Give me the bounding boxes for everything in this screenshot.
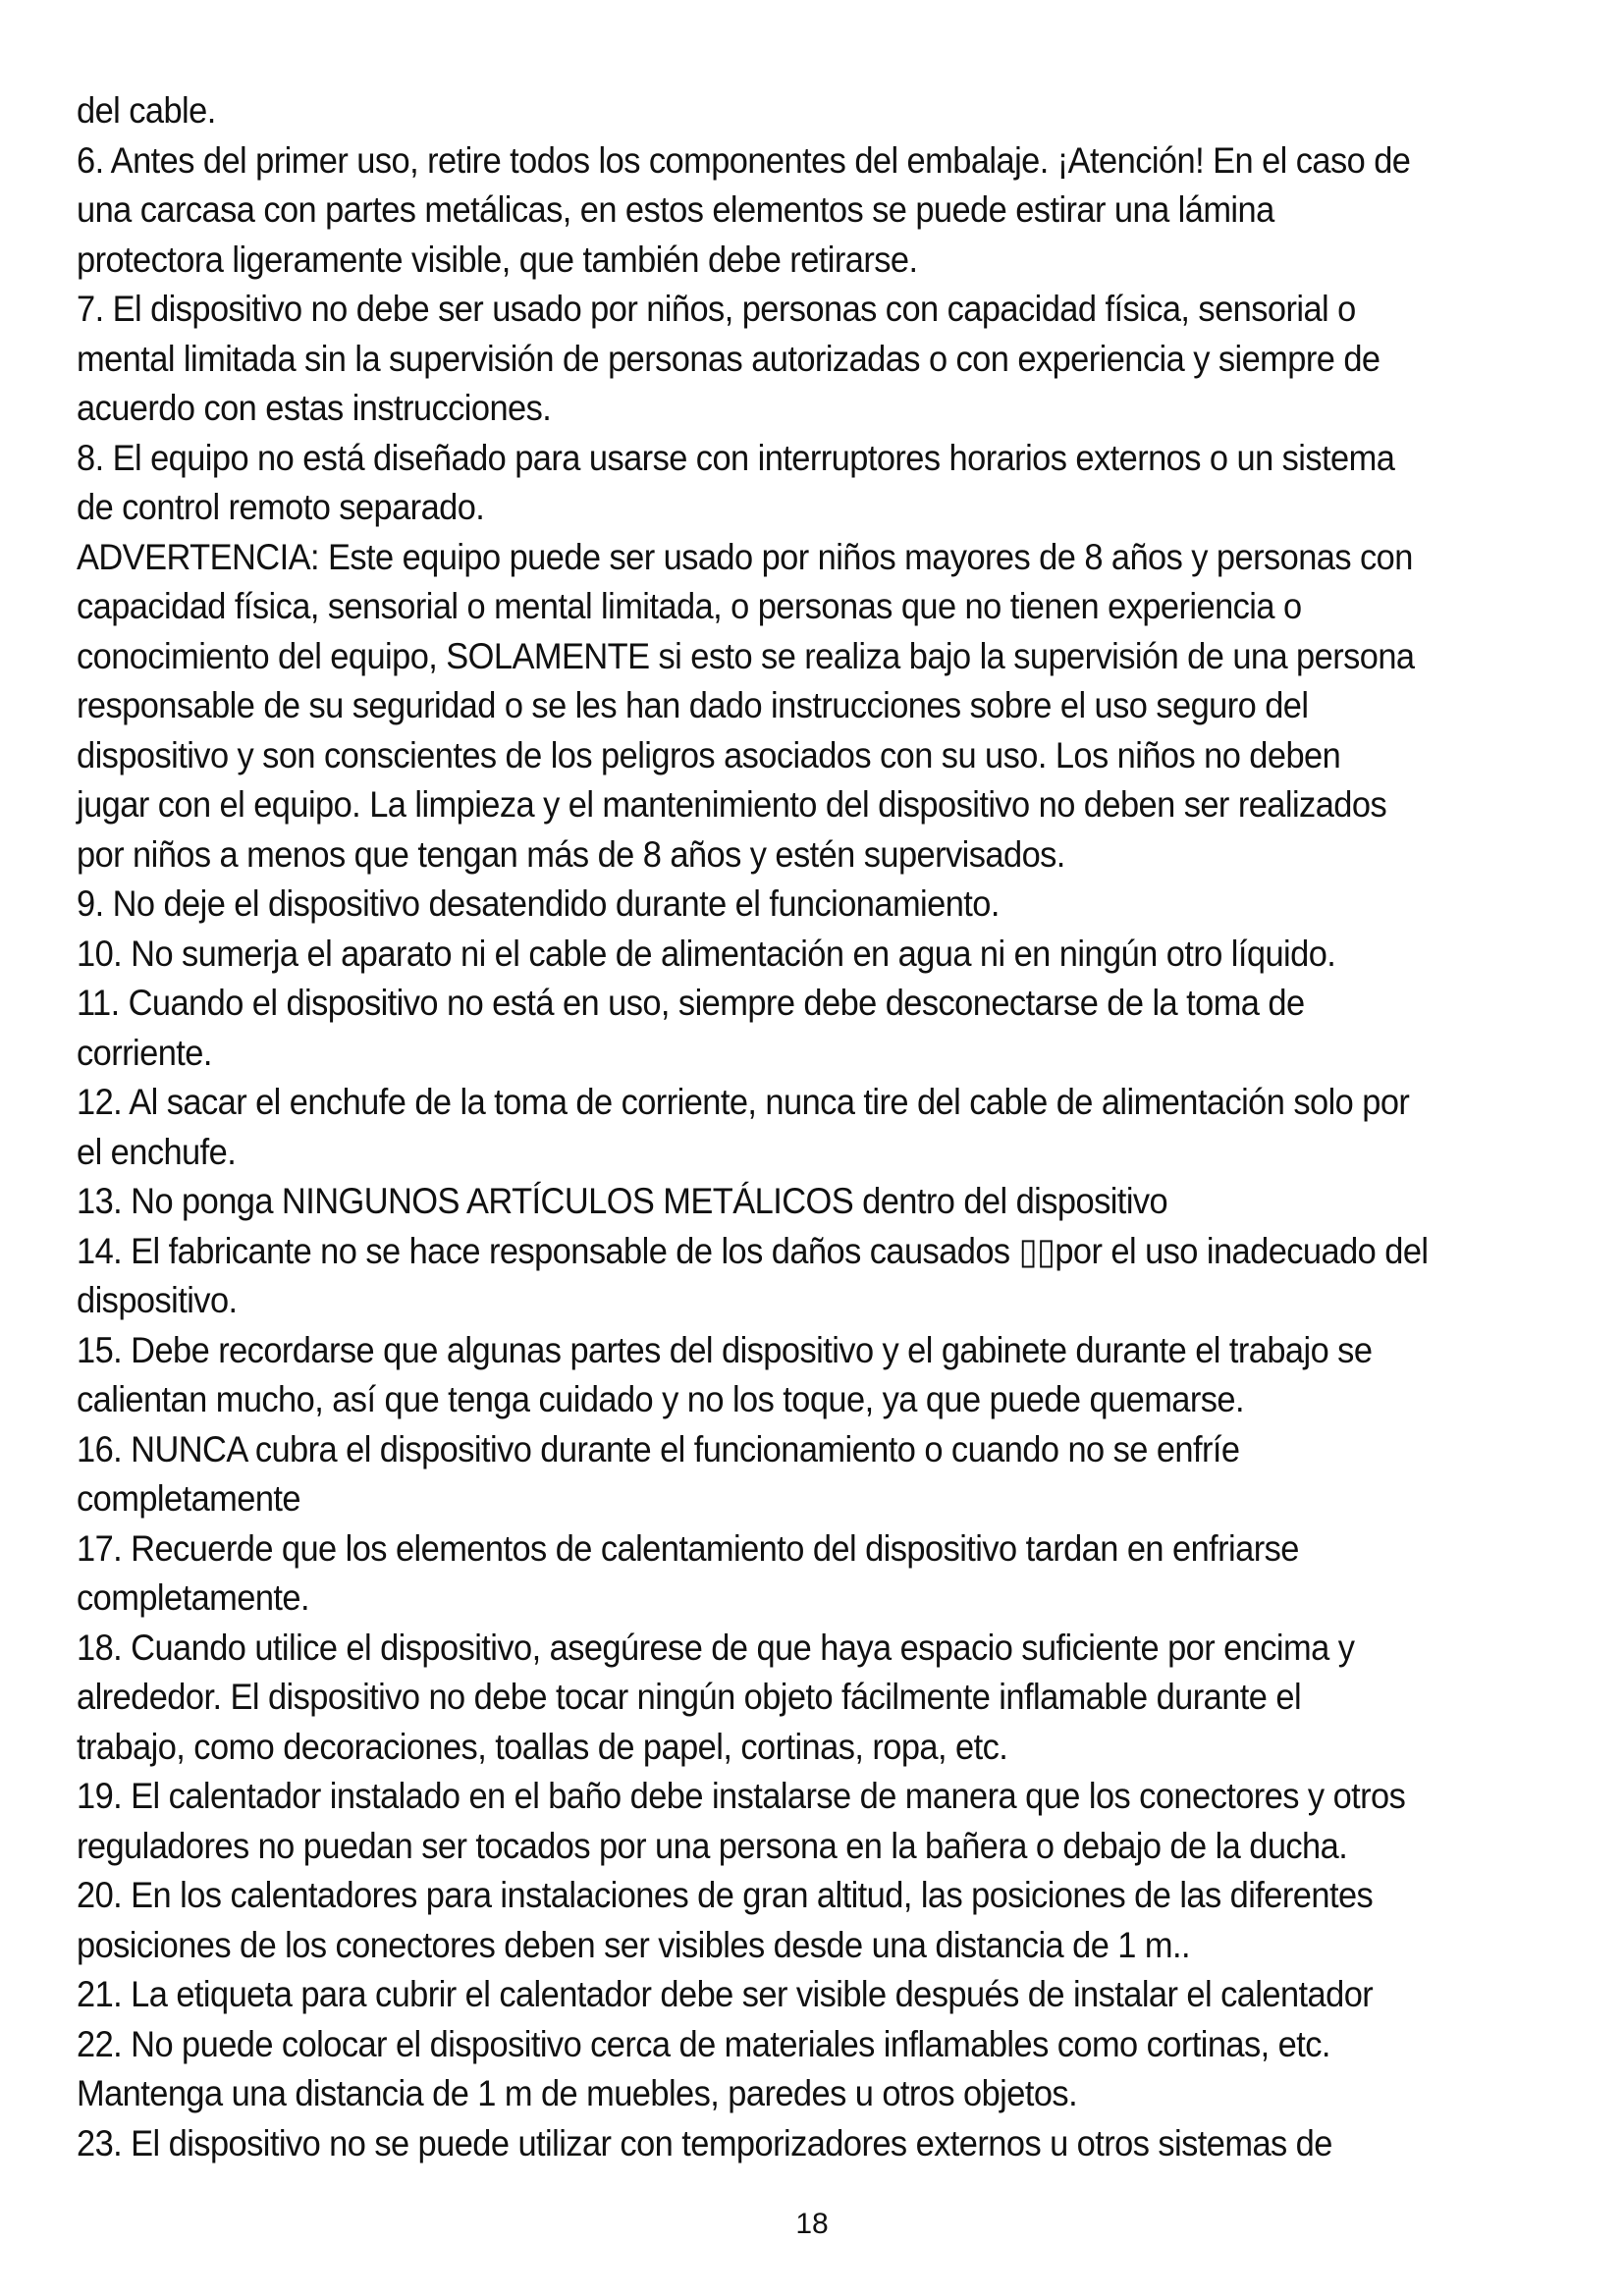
- warning-line: por niños a menos que tengan más de 8 años y estén supervisados.: [77, 833, 1065, 875]
- text-line: 12. Al sacar el enchufe de la toma de corriente, nunca tire del cable de alimentación solo por: [77, 1082, 1410, 1122]
- text-line: 21. La etiqueta para cubrir el calentador debe ser visible después de instalar el calentador: [77, 1974, 1374, 2014]
- text-line: posiciones de los conectores deben ser visibles desde una distancia de 1 m..: [77, 1924, 1190, 1965]
- text-line: 7. El dispositivo no debe ser usado por niños, personas con capacidad física, sensorial o: [77, 289, 1356, 329]
- text-line: 23. El dispositivo no se puede utilizar con temporizadores externos u otros sistemas de: [77, 2122, 1332, 2163]
- text-line: 6. Antes del primer uso, retire todos los componentes del embalaje. ¡Atención! En el caso de: [77, 139, 1411, 181]
- text-line: 18. Cuando utilice el dispositivo, asegúrese de que haya espacio suficiente por encima y: [77, 1627, 1355, 1668]
- text-line: mental limitada sin la supervisión de personas autorizadas o con experiencia y siempre de: [77, 338, 1380, 379]
- text-line: 16. NUNCA cubra el dispositivo durante el funcionamiento o cuando no se enfríe: [77, 1428, 1240, 1469]
- text-line: 11. Cuando el dispositivo no está en uso, siempre debe desconectarse de la toma de: [77, 983, 1305, 1023]
- text-line: 22. No puede colocar el dispositivo cerca de materiales inflamables como cortinas, etc.: [77, 2023, 1330, 2064]
- warning-line: capacidad física, sensorial o mental limitada, o personas que no tienen experiencia o: [77, 586, 1302, 626]
- text-line: Mantenga una distancia de 1 m de muebles, paredes u otros objetos.: [77, 2073, 1078, 2113]
- warning-line: dispositivo y son conscientes de los peligros asociados con su uso. Los niños no deben: [77, 734, 1341, 775]
- text-line: dispositivo.: [77, 1280, 238, 1320]
- text-line: calientan mucho, así que tenga cuidado y no los toque, ya que puede quemarse.: [77, 1379, 1245, 1419]
- warning-line: responsable de su seguridad o se les han dado instrucciones sobre el uso seguro del: [77, 685, 1309, 725]
- text-line: 14. El fabricante no se hace responsable de los daños causados ▯▯por el uso inadecuado del: [77, 1230, 1429, 1271]
- text-line: alrededor. El dispositivo no debe tocar ningún objeto fácilmente inflamable durante el: [77, 1677, 1302, 1717]
- text-line: 15. Debe recordarse que algunas partes del dispositivo y el gabinete durante el trabajo se: [77, 1329, 1373, 1370]
- text-line: completamente: [77, 1478, 301, 1519]
- text-line: reguladores no puedan ser tocados por una persona en la bañera o debajo de la ducha.: [77, 1825, 1348, 1866]
- text-line: 13. No ponga NINGUNOS ARTÍCULOS METÁLICOS dentro del dispositivo: [77, 1181, 1168, 1221]
- warning-line: ADVERTENCIA: Este equipo puede ser usado por niños mayores de 8 años y personas con: [77, 536, 1413, 577]
- text-line: 9. No deje el dispositivo desatendido durante el funcionamiento.: [77, 883, 1000, 924]
- warning-line: conocimiento del equipo, SOLAMENTE si esto se realiza bajo la supervisión de una persona: [77, 635, 1415, 676]
- document-body: [77, 86, 1559, 2168]
- text-line: protectora ligeramente visible, que también debe retirarse.: [77, 239, 918, 280]
- text-line: completamente.: [77, 1577, 310, 1618]
- text-line: corriente.: [77, 1032, 212, 1073]
- page-number: 18: [795, 2208, 829, 2240]
- text-line: 19. El calentador instalado en el baño debe instalarse de manera que los conectores y otros: [77, 1776, 1406, 1816]
- text-line: una carcasa con partes metálicas, en estos elementos se puede estirar una lámina: [77, 189, 1274, 230]
- text-line: del cable.: [77, 90, 216, 131]
- text-line: 10. No sumerja el aparato ni el cable de alimentación en agua ni en ningún otro líquido.: [77, 933, 1336, 974]
- text-line: 8. El equipo no está diseñado para usarse con interruptores horarios externos o un sistema: [77, 437, 1395, 478]
- text-line: acuerdo con estas instrucciones.: [77, 388, 552, 428]
- text-line: 17. Recuerde que los elementos de calentamiento del dispositivo tardan en enfriarse: [77, 1527, 1299, 1569]
- text-line: de control remoto separado.: [77, 487, 485, 527]
- text-line: 20. En los calentadores para instalaciones de gran altitud, las posiciones de las diferentes: [77, 1875, 1374, 1915]
- warning-line: jugar con el equipo. La limpieza y el mantenimiento del dispositivo no deben ser realizados: [77, 784, 1387, 825]
- text-line: trabajo, como decoraciones, toallas de papel, cortinas, ropa, etc.: [77, 1726, 1008, 1767]
- text-line: el enchufe.: [77, 1131, 237, 1172]
